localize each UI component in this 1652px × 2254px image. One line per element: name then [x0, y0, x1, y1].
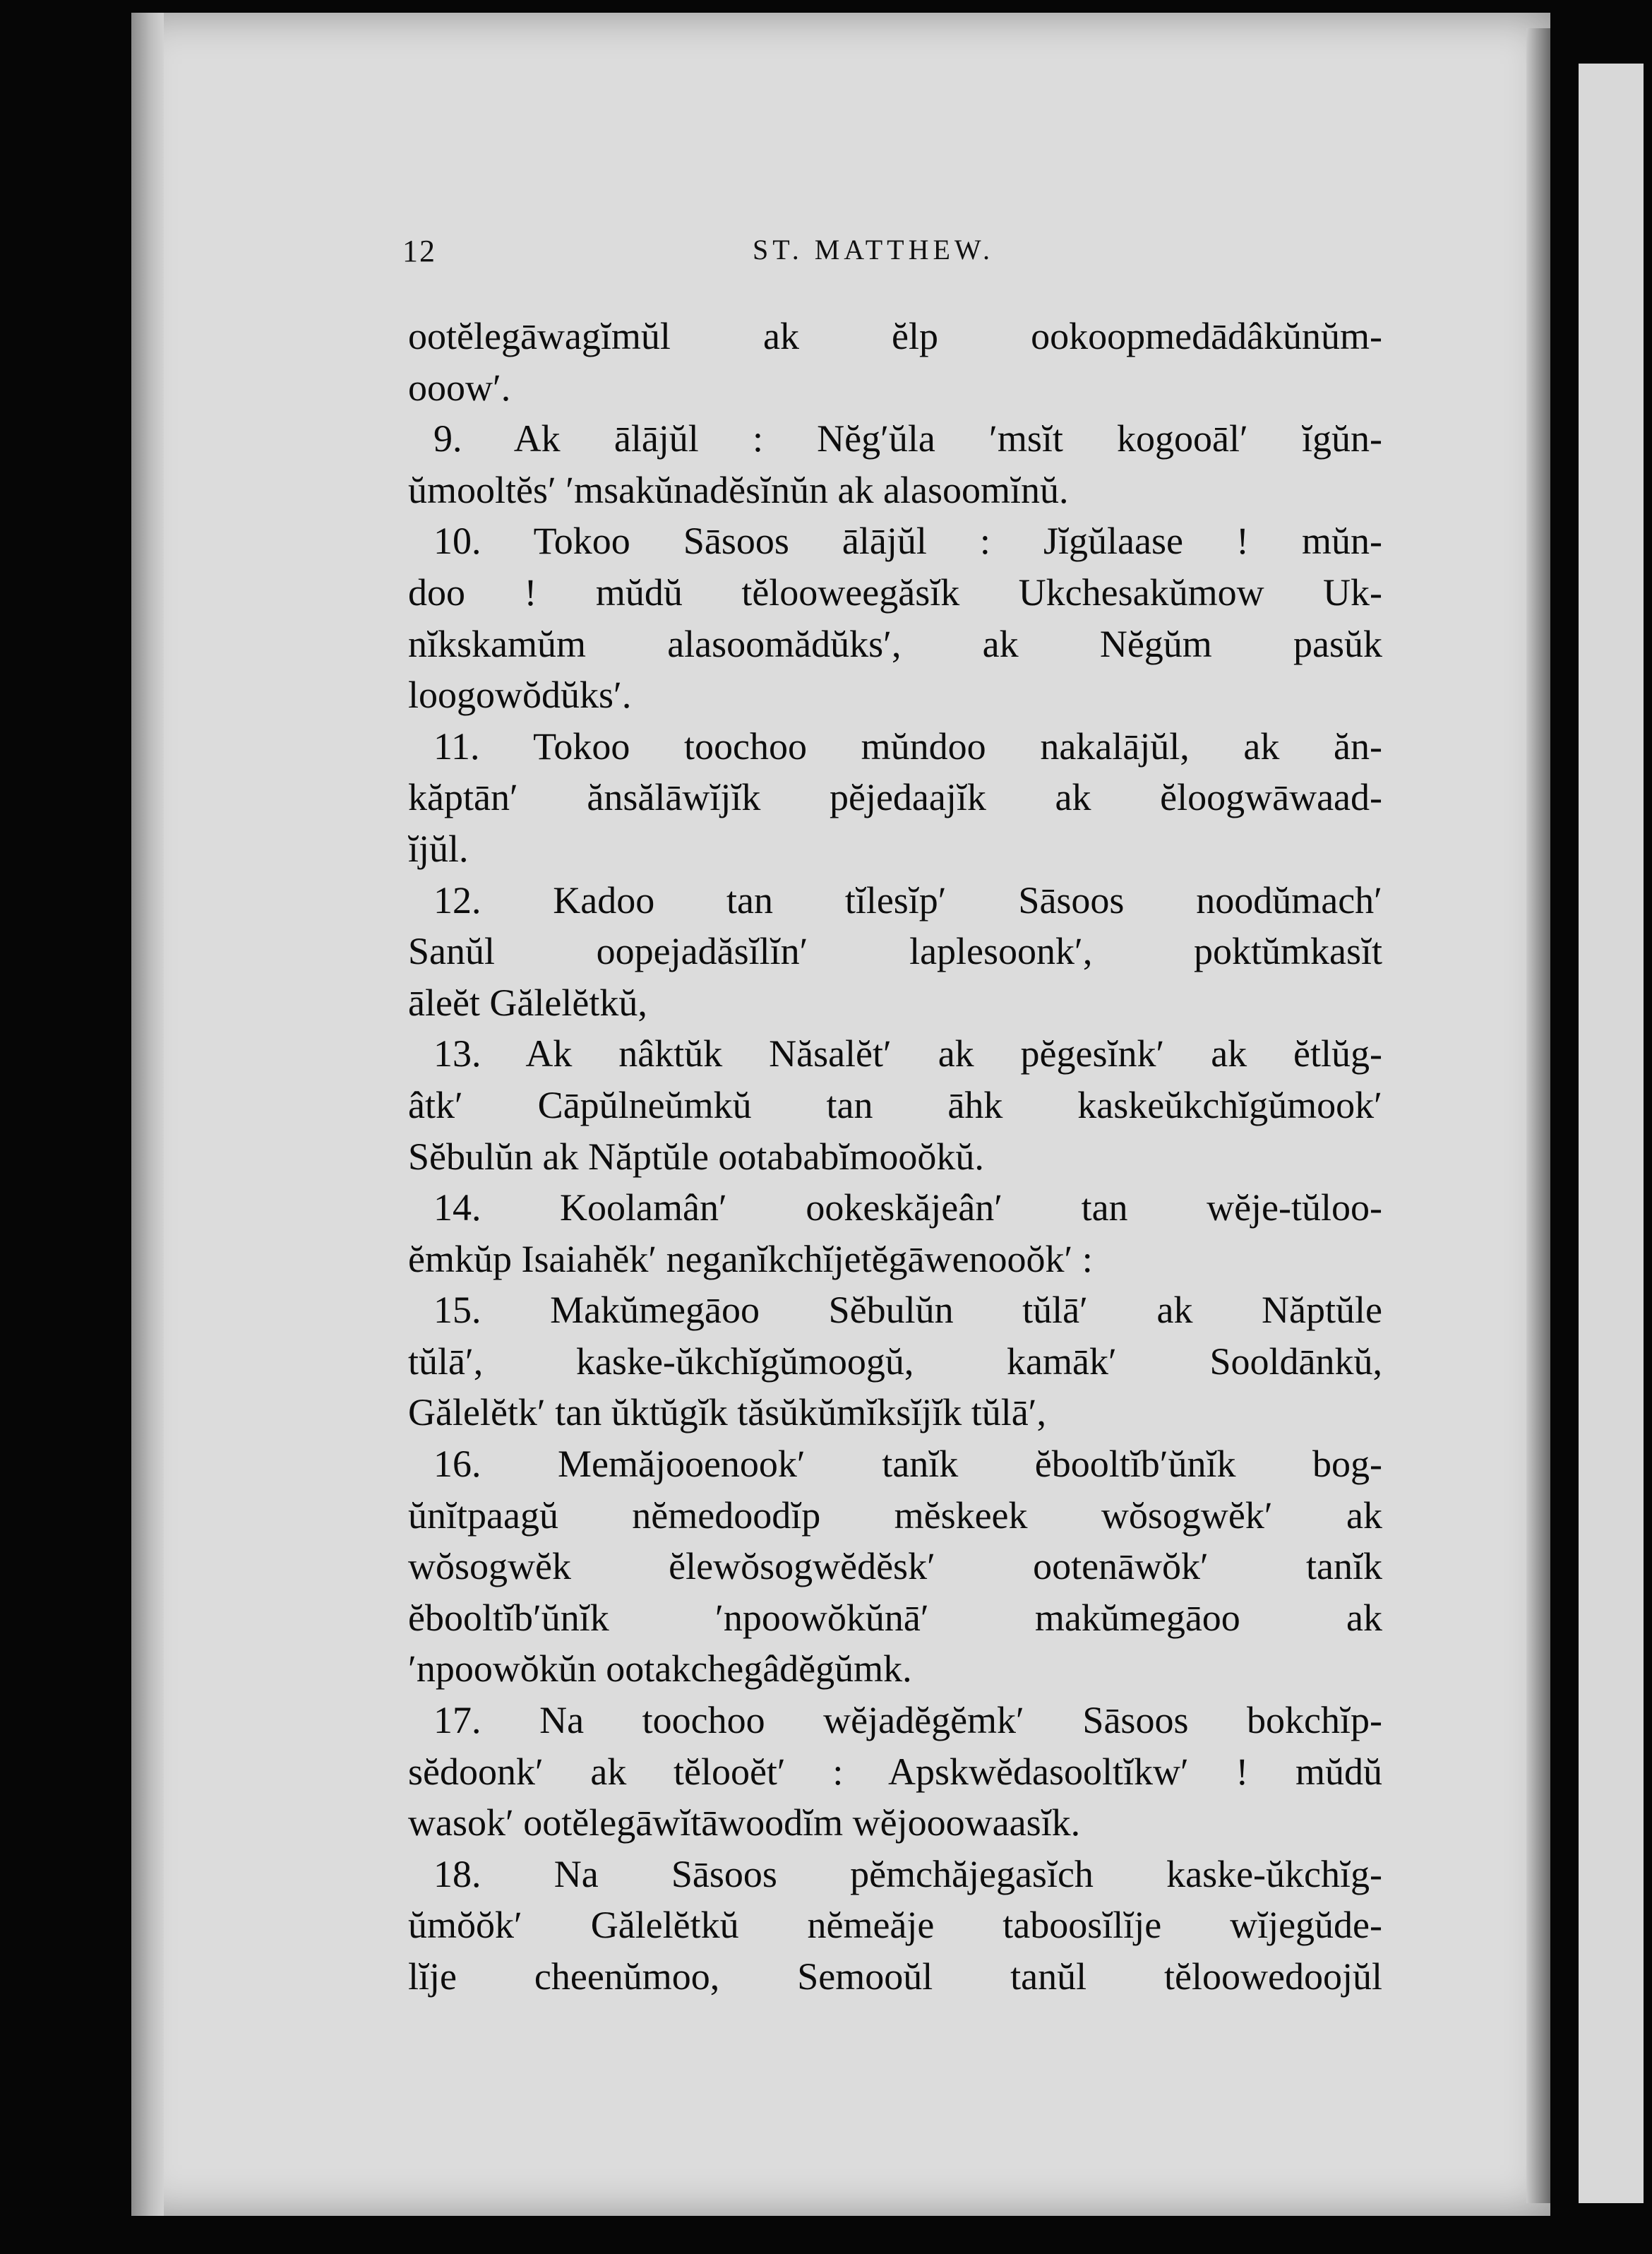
- running-title: ST. MATTHEW.: [753, 234, 994, 266]
- running-head: [402, 233, 1391, 275]
- text-line: 10. Tokoo Sāsoos ālājŭl : Jĭgŭlaase ! mŭn-: [433, 520, 1382, 563]
- text-line: ĕbooltĭb′ŭnĭk ′npoowŏkŭnā′ makŭmegāoo ak: [408, 1596, 1382, 1639]
- text-line: nĭkskamŭm alasoomădŭks′, ak Nĕgŭm pasŭk: [408, 622, 1382, 665]
- text-line: ĭjŭl.: [408, 827, 469, 870]
- text-line: tŭlā′, kaske-ŭkchĭgŭmoogŭ, kamāk′ Sooldānkŭ,: [408, 1340, 1382, 1383]
- text-line: Sĕbulŭn ak Năptŭle ootababĭmooŏkŭ.: [408, 1135, 984, 1178]
- text-line: sĕdoonk′ ak tĕlooĕt′ : Apskwĕdasooltĭkw′ ! mŭdŭ: [408, 1750, 1382, 1793]
- page-left-edge: [131, 13, 164, 2216]
- text-line: kăptān′ ănsălāwĭjĭk pĕjedaajĭk ak ĕloogwāwaad-: [408, 776, 1382, 819]
- text-line: 11. Tokoo toochoo mŭndoo nakalājŭl, ak ăn-: [433, 724, 1382, 768]
- text-line: ′npoowŏkŭn ootakchegâdĕgŭmk.: [408, 1647, 912, 1690]
- page-number: 12: [402, 234, 436, 268]
- text-line: Sanŭl oopejadăsĭlĭn′ laplesoonk′, poktŭmkasĭt: [408, 930, 1382, 973]
- text-line: 15. Makŭmegāoo Sĕbulŭn tŭlā′ ak Năptŭle: [433, 1289, 1382, 1332]
- text-line: 9. Ak ālājŭl : Nĕg′ŭla ′msĭt kogooāl′ ĭgŭn-: [433, 417, 1382, 460]
- text-line: 17. Na toochoo wĕjadĕgĕmk′ Sāsoos bokchĭp-: [433, 1699, 1382, 1742]
- text-line: 14. Koolamân′ ookeskăjeân′ tan wĕje-tŭloo-: [433, 1186, 1382, 1229]
- body-text: [408, 311, 1382, 2003]
- text-line: ŭmooltĕs′ ′msakŭnadĕsĭnŭn ak alasoomĭnŭ.: [408, 468, 1069, 511]
- text-line: wŏsogwĕk ĕlewŏsogwĕdĕsk′ ootenāwŏk′ tanĭk: [408, 1545, 1382, 1588]
- text-line: 18. Na Sāsoos pĕmchăjegasĭch kaske-ŭkchĭg-: [433, 1852, 1382, 1895]
- text-line: ooow′.: [408, 366, 511, 409]
- text-line: âtk′ Cāpŭlneŭmkŭ tan āhk kaskeŭkchĭgŭmook′: [408, 1083, 1382, 1126]
- text-line: 12. Kadoo tan tĭlesĭp′ Sāsoos noodŭmach′: [433, 878, 1382, 922]
- page-gutter-shadow: [1526, 28, 1550, 2203]
- adjacent-page-strip: [1579, 64, 1644, 2203]
- text-line: Gălelĕtk′ tan ŭktŭgĭk tăsŭkŭmĭksĭjĭk tŭlā′,: [408, 1391, 1046, 1434]
- text-line: lĭje cheenŭmoo, Semooŭl tanŭl tĕloowedoojŭl: [408, 1955, 1382, 1998]
- text-line: āleĕt Gălelĕtkŭ,: [408, 981, 647, 1024]
- text-line: ĕmkŭp Isaiahĕk′ neganĭkchĭjetĕgāwenooŏk′ :: [408, 1237, 1093, 1280]
- text-line: ootĕlegāwagĭmŭl ak ĕlp ookoopmedādâkŭnŭm-: [408, 315, 1382, 357]
- text-line: doo ! mŭdŭ tĕlooweegăsĭk Ukchesakŭmow Uk-: [408, 571, 1382, 614]
- text-line: loogowŏdŭks′.: [408, 674, 632, 717]
- text-line: 13. Ak nâktŭk Năsalĕt′ ak pĕgesĭnk′ ak ĕtlŭg-: [433, 1032, 1382, 1075]
- text-line: 16. Memăjooenook′ tanĭk ĕbooltĭb′ŭnĭk bog-: [433, 1443, 1382, 1486]
- text-line: ŭmŏŏk′ Gălelĕtkŭ nĕmeăje taboosĭlĭje wĭjegŭde-: [408, 1904, 1382, 1947]
- text-line: ŭnĭtpaagŭ nĕmedoodĭp mĕskeek wŏsogwĕk′ ak: [408, 1493, 1382, 1537]
- text-line: wasok′ ootĕlegāwĭtāwoodĭm wĕjooowaasĭk.: [408, 1801, 1081, 1844]
